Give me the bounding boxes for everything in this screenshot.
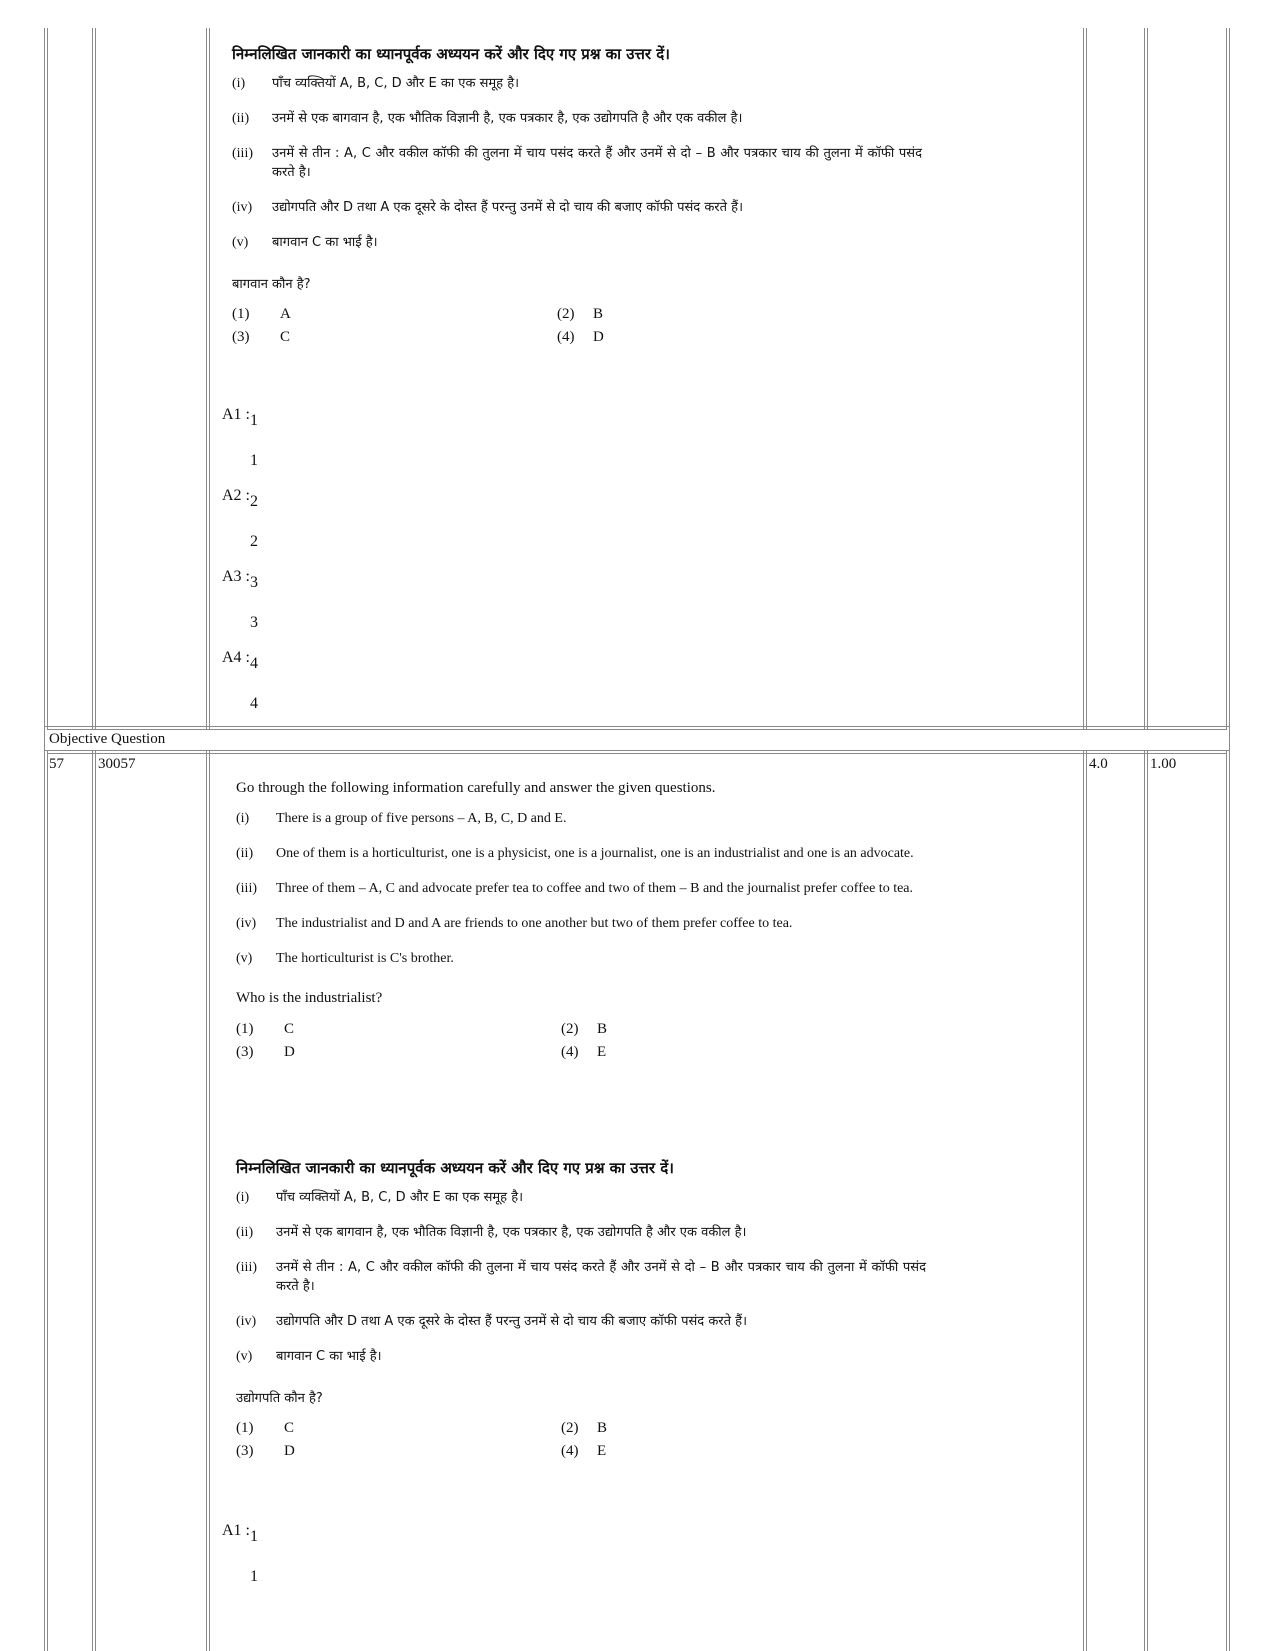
table-border-right	[1229, 28, 1230, 1651]
table-border-left-inner	[47, 28, 48, 1651]
option: (4) E	[561, 1443, 607, 1459]
table-border-right-inner	[1226, 28, 1227, 1651]
lower-english-question	[236, 780, 926, 1061]
section-row-left	[44, 726, 45, 754]
marks: 4.0	[1089, 756, 1108, 772]
answer-option-a4: A4 : 4 4	[222, 649, 258, 712]
options-grid	[232, 306, 922, 346]
answer-option-a1: A1 : 1 1	[222, 406, 258, 469]
question-heading: निम्नलिखित जानकारी का ध्यानपूर्वक अध्ययन करें और दिए गए प्रश्न का उत्तर दें।	[232, 45, 670, 63]
question-prompt: Who is the industrialist?	[236, 990, 383, 1006]
statement: (ii) उनमें से एक बागवान है, एक भौतिक विज्ञानी है, एक पत्रकार है, एक उद्योगपति है और एक वकील है।	[232, 111, 743, 126]
statement: (i) पाँच व्यक्तियों A, B, C, D और E का एक समूह है।	[236, 1190, 524, 1205]
section-row-bg	[44, 730, 1230, 750]
col-divider-question-inner	[209, 28, 210, 1651]
statement: (iv) उद्योगपति और D तथा A एक दूसरे के दोस्त हैं परन्तु उनमें से दो चाय की बजाए कॉफी पसंद करते हैं।	[236, 1314, 747, 1329]
col-divider-question	[206, 28, 207, 1651]
section-row-bottom-inner	[47, 753, 1227, 754]
option: (2) B	[557, 306, 604, 322]
upper-hindi-question	[232, 44, 922, 346]
question-heading: निम्नलिखित जानकारी का ध्यानपूर्वक अध्ययन करें और दिए गए प्रश्न का उत्तर दें।	[236, 1159, 674, 1177]
answer-option-a3: A3 : 3 3	[222, 568, 258, 631]
question-prompt: उद्योगपति कौन है?	[236, 1391, 323, 1406]
col-divider-qid-inner	[95, 28, 96, 1651]
statement: (iii) उनमें से तीन : A, C और वकील कॉफी की तुलना में चाय पसंद करते हैं और उनमें से दो – B और पत्रकार चाय की तुलना में कॉफी पसंद करते है।	[232, 146, 922, 180]
negative-marks: 1.00	[1150, 756, 1177, 772]
question-id: 30057	[98, 756, 136, 772]
statement: (iv) The industrialist and D and A are friends to one another but two of them prefer coffee to tea.	[236, 916, 793, 931]
question-heading: Go through the following information carefully and answer the given questions.	[236, 780, 716, 796]
statement: (iii) Three of them – A, C and advocate prefer tea to coffee and two of them – B and the journalist prefer coffee to tea.	[236, 881, 914, 896]
section-row-bottom	[44, 750, 1230, 751]
statement: (iii) उनमें से तीन : A, C और वकील कॉफी की तुलना में चाय पसंद करते हैं और उनमें से दो – B और पत्रकार चाय की तुलना में कॉफी पसंद करते है।	[236, 1260, 926, 1294]
statement: (i) There is a group of five persons – A, B, C, D and E.	[236, 811, 567, 826]
statement: (ii) One of them is a horticulturist, one is a physicist, one is a journalist, one is an industrialist and one is an advocate.	[236, 846, 914, 861]
options-grid	[236, 1021, 926, 1061]
option: (4) D	[557, 329, 604, 345]
option: (1) A	[232, 306, 291, 322]
section-label: Objective Question	[49, 731, 166, 747]
col-divider-marks-inner	[1086, 28, 1087, 1651]
statement: (i) पाँच व्यक्तियों A, B, C, D और E का एक समूह है।	[232, 76, 520, 91]
option: (2) B	[561, 1021, 608, 1037]
option: (4) E	[561, 1044, 607, 1060]
table-border-left	[44, 28, 45, 1651]
statement: (v) The horticulturist is C's brother.	[236, 951, 454, 966]
statement: (ii) उनमें से एक बागवान है, एक भौतिक विज्ञानी है, एक पत्रकार है, एक उद्योगपति है और एक वकील है।	[236, 1225, 747, 1240]
answer-option-a1: A1 : 1 1	[222, 1522, 258, 1585]
option: (3) D	[236, 1044, 295, 1060]
statement: (v) बागवान C का भाई है।	[232, 235, 378, 250]
option: (2) B	[561, 1420, 608, 1436]
row-divider-top	[44, 726, 1230, 727]
serial-number: 57	[49, 756, 64, 772]
question-prompt: बागवान कौन है?	[232, 277, 311, 292]
col-divider-qid	[92, 28, 93, 1651]
option: (3) C	[232, 329, 291, 345]
col-divider-marks	[1083, 28, 1084, 1651]
statement: (iv) उद्योगपति और D तथा A एक दूसरे के दोस्त हैं परन्तु उनमें से दो चाय की बजाए कॉफी पसंद करते हैं।	[232, 200, 743, 215]
options-grid	[236, 1420, 926, 1460]
option: (3) D	[236, 1443, 295, 1459]
col-divider-negative	[1144, 28, 1145, 1651]
option: (1) C	[236, 1021, 295, 1037]
col-divider-negative-inner	[1147, 28, 1148, 1651]
statement: (v) बागवान C का भाई है।	[236, 1349, 382, 1364]
answer-option-a2: A2 : 2 2	[222, 487, 258, 550]
option: (1) C	[236, 1420, 295, 1436]
lower-hindi-question	[236, 1158, 926, 1460]
section-row-right	[1229, 726, 1230, 754]
